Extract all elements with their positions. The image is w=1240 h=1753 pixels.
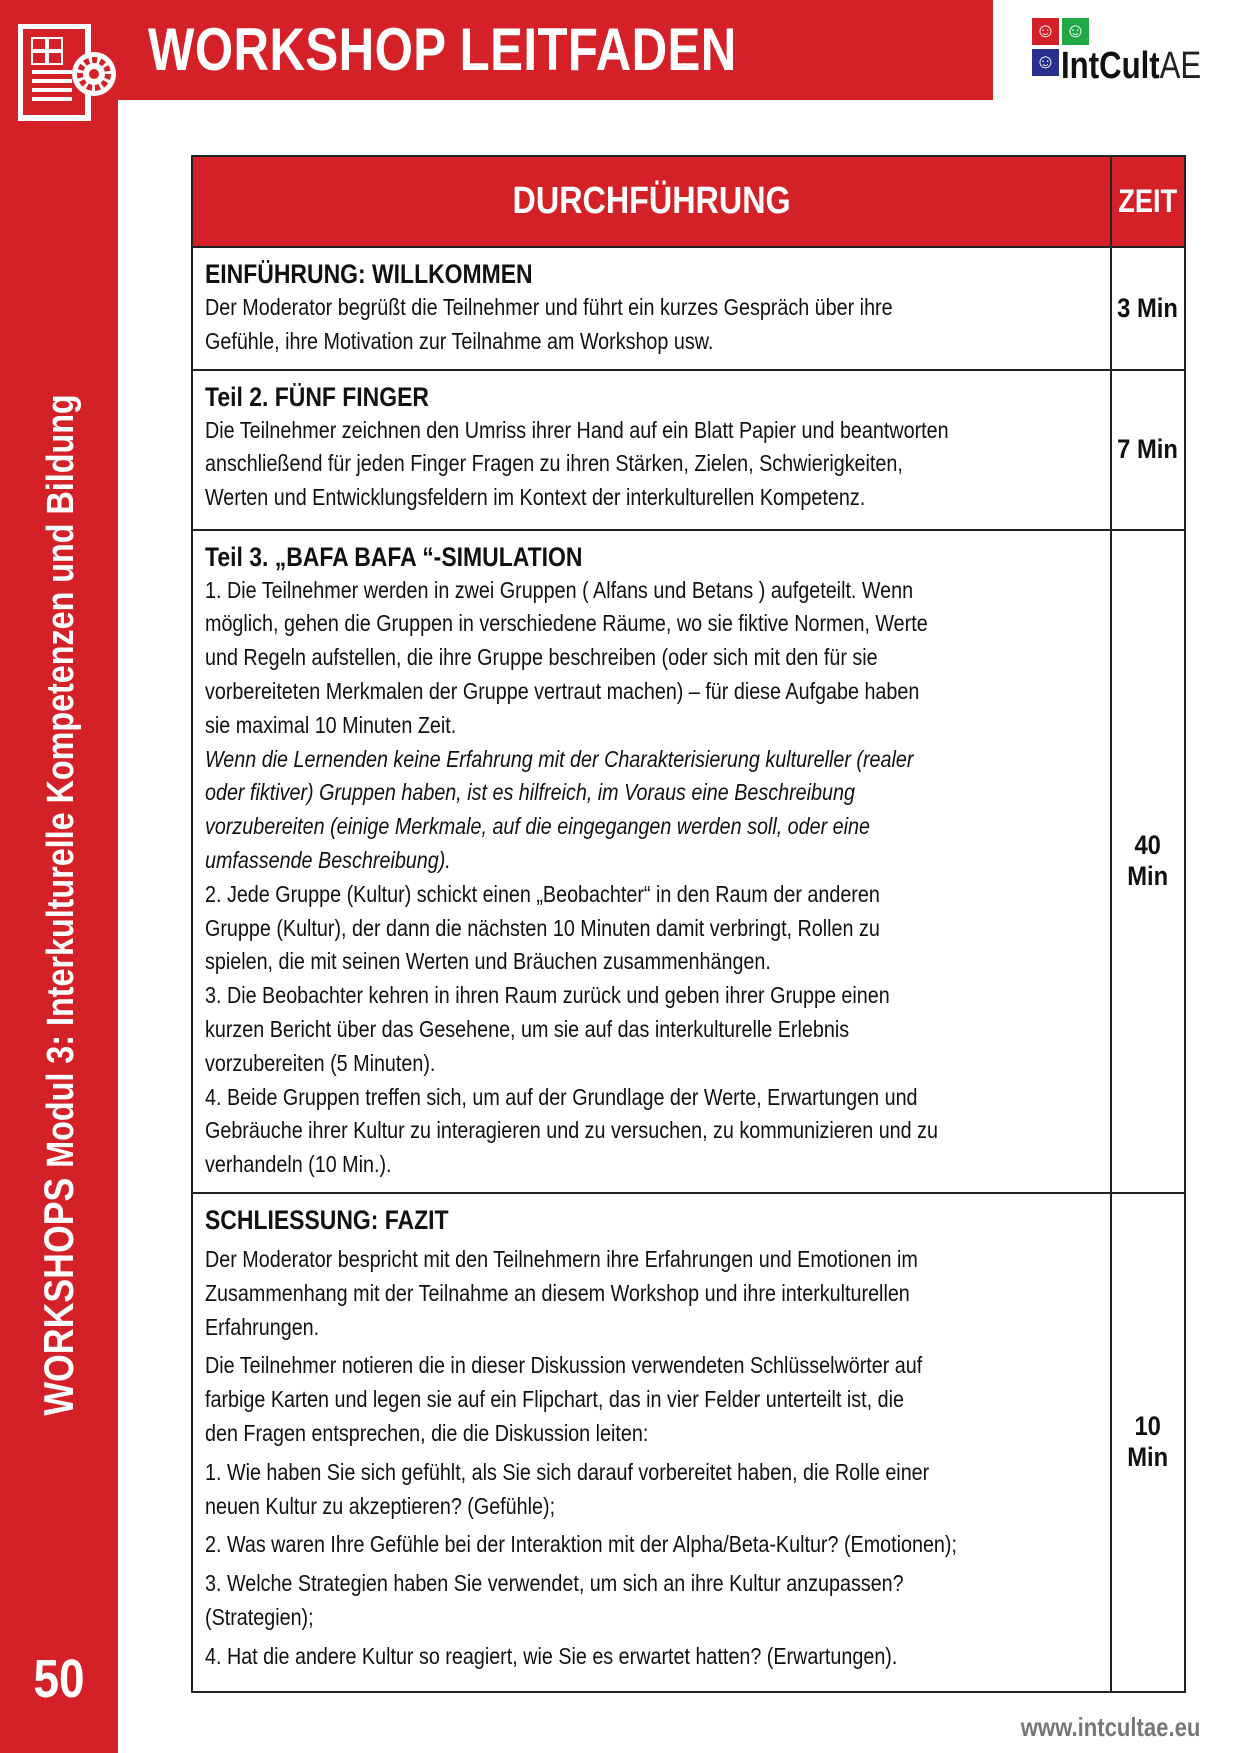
- activity-paragraph: [205, 1349, 1100, 1450]
- logo-bold: IntCult: [1061, 45, 1160, 87]
- column-header-label: DURCHFÜHRUNG: [512, 180, 791, 222]
- activity-title: Teil 2. FÜNF FINGER: [205, 381, 429, 412]
- text-line: vorzubereiten (5 Minuten).: [205, 1049, 436, 1076]
- text-line: vorbereiteten Merkmalen der Gruppe vertraut machen) – für diese Aufgabe haben: [205, 677, 920, 704]
- text-line: Die Teilnehmer notieren die in dieser Diskussion verwendeten Schlüsselwörter auf: [205, 1352, 923, 1379]
- text-line: Der Moderator begrüßt die Teilnehmer und führt ein kurzes Gespräch über ihre: [205, 294, 893, 320]
- vertical-workshops: WORKSHOPS: [35, 1177, 82, 1416]
- text-line: Gruppe (Kultur), der dann die nächsten 10 Minuten damit verbringt, Rollen zu: [205, 914, 880, 941]
- column-header-zeit: [1111, 156, 1184, 247]
- text-line: den Fragen entsprechen, die die Diskussion leiten:: [205, 1419, 649, 1446]
- text-line: farbige Karten und legen sie auf ein Flipchart, das in vier Felder unterteilt ist, die: [205, 1386, 904, 1413]
- text-line: 3. Die Beobachter kehren in ihren Raum zurück und geben ihrer Gruppe einen: [205, 982, 890, 1009]
- activity-description-cell: [192, 530, 1111, 1193]
- activity-description-cell: [192, 247, 1111, 370]
- logo-face-green-icon: ☺: [1062, 18, 1089, 45]
- text-line: 1. Die Teilnehmer werden in zwei Gruppen ( Alfans und Betans ) aufgeteilt. Wenn: [205, 576, 914, 603]
- module-vertical-label: [35, 304, 83, 1506]
- column-header-label: ZEIT: [1118, 183, 1178, 219]
- duration-cell: [1111, 530, 1184, 1193]
- activity-description-cell: [192, 370, 1111, 530]
- text-line: neuen Kultur zu akzeptieren? (Gefühle);: [205, 1492, 556, 1519]
- duration-value: 3 Min: [1117, 292, 1179, 323]
- activity-title: Teil 3. „BAFA BAFA “-SIMULATION: [205, 541, 583, 572]
- text-line: verhandeln (10 Min.).: [205, 1151, 392, 1178]
- text-line: 2. Was waren Ihre Gefühle bei der Interaktion mit der Alpha/Beta-Kultur? (Emotionen);: [205, 1531, 957, 1558]
- text-line: spielen, die mit seinen Werten und Bräuchen zusammenhängen.: [205, 948, 771, 975]
- table-row: [192, 1193, 1185, 1692]
- text-line: Die Teilnehmer zeichnen den Umriss ihrer Hand auf ein Blatt Papier und beantworten: [205, 416, 949, 443]
- duration-value: 40 Min: [1127, 830, 1169, 892]
- activity-paragraph: [205, 291, 1100, 359]
- duration-cell: [1111, 370, 1184, 530]
- text-line: Gebräuche ihrer Kultur zu interagieren und zu versuchen, zu kommunizieren und zu: [205, 1117, 938, 1144]
- logo-light: AE: [1159, 45, 1202, 87]
- text-line: sie maximal 10 Minuten Zeit.: [205, 711, 457, 738]
- logo-face-blue-icon: ☺: [1032, 49, 1059, 76]
- text-line: Werten und Entwicklungsfeldern im Kontext der interkulturellen Kompetenz.: [205, 484, 866, 511]
- table-row: [192, 370, 1185, 530]
- text-line: möglich, gehen die Gruppen in verschiedene Räume, wo sie fiktive Normen, Werte: [205, 610, 928, 637]
- activity-paragraph: [205, 1081, 1100, 1182]
- text-line: kurzen Bericht über das Gesehene, um sie auf das interkulturelle Erlebnis: [205, 1015, 850, 1042]
- text-line: 2. Jede Gruppe (Kultur) schickt einen „Beobachter“ in den Raum der anderen: [205, 880, 880, 907]
- table-row: [192, 247, 1185, 370]
- duration-cell: [1111, 1193, 1184, 1692]
- vertical-module-title: Modul 3: Interkulturelle Kompetenzen und Bildung: [40, 394, 82, 1168]
- activity-paragraph: [205, 1640, 1100, 1674]
- text-line: 4. Beide Gruppen treffen sich, um auf der Grundlage der Werte, Erwartungen und: [205, 1083, 918, 1110]
- page-title: WORKSHOP LEITFADEN: [148, 16, 737, 83]
- procedure-table: [191, 155, 1186, 1693]
- table-body: [192, 247, 1185, 1692]
- text-line: Erfahrungen.: [205, 1313, 320, 1340]
- logo-wordmark: [1061, 46, 1201, 86]
- activity-paragraph: [205, 414, 1100, 515]
- website-url: www.intcultae.eu: [1020, 1712, 1200, 1742]
- activity-paragraph: [205, 979, 1100, 1080]
- table-row: [192, 530, 1185, 1193]
- table-header-row: [192, 156, 1185, 247]
- text-line: 3. Welche Strategien haben Sie verwendet, um sich an ihre Kultur anzupassen?: [205, 1570, 904, 1597]
- duration-value: 10 Min: [1127, 1411, 1169, 1473]
- text-line: und Regeln aufstellen, die ihre Gruppe beschreiben (oder sich mit den für sie: [205, 644, 878, 671]
- activity-description-cell: [192, 1193, 1111, 1692]
- duration-value: 7 Min: [1117, 434, 1179, 465]
- text-line: 4. Hat die andere Kultur so reagiert, wie Sie es erwartet hatten? (Erwartungen).: [205, 1642, 898, 1669]
- activity-paragraph: [205, 878, 1100, 979]
- activity-paragraph: [205, 1456, 1100, 1524]
- activity-paragraph: [205, 1243, 1100, 1344]
- page-number: 50: [33, 1649, 85, 1709]
- text-line: (Strategien);: [205, 1603, 314, 1630]
- text-line: Gefühle, ihre Motivation zur Teilnahme am Workshop usw.: [205, 327, 714, 354]
- activity-paragraph: [205, 1567, 1100, 1635]
- logo-face-red-icon: ☺: [1032, 18, 1059, 45]
- activity-paragraph: [205, 743, 1100, 878]
- text-line: Wenn die Lernenden keine Erfahrung mit der Charakterisierung kultureller (realer: [205, 745, 914, 772]
- text-line: Zusammenhang mit der Teilnahme an diesem Workshop und ihre interkulturellen: [205, 1279, 910, 1306]
- intcultae-logo: [1032, 18, 1222, 87]
- text-line: anschließend für jeden Finger Fragen zu ihren Stärken, Zielen, Schwierigkeiten,: [205, 450, 903, 477]
- activity-paragraph: [205, 574, 1100, 743]
- activity-title: EINFÜHRUNG: WILLKOMMEN: [205, 259, 533, 289]
- workshop-guide-icon: [18, 24, 118, 124]
- activity-title: SCHLIESSUNG: FAZIT: [205, 1204, 449, 1235]
- column-header-durchfuehrung: [192, 156, 1111, 247]
- text-line: umfassende Beschreibung).: [205, 846, 451, 873]
- text-line: Der Moderator bespricht mit den Teilnehmern ihre Erfahrungen und Emotionen im: [205, 1245, 918, 1272]
- text-line: oder fiktiver) Gruppen haben, ist es hilfreich, im Voraus eine Beschreibung: [205, 779, 855, 806]
- text-line: vorzubereiten (einige Merkmale, auf die eingegangen werden soll, oder eine: [205, 813, 870, 840]
- duration-cell: [1111, 247, 1184, 370]
- activity-paragraph: [205, 1528, 1100, 1562]
- text-line: 1. Wie haben Sie sich gefühlt, als Sie sich darauf vorbereitet haben, die Rolle einer: [205, 1458, 930, 1485]
